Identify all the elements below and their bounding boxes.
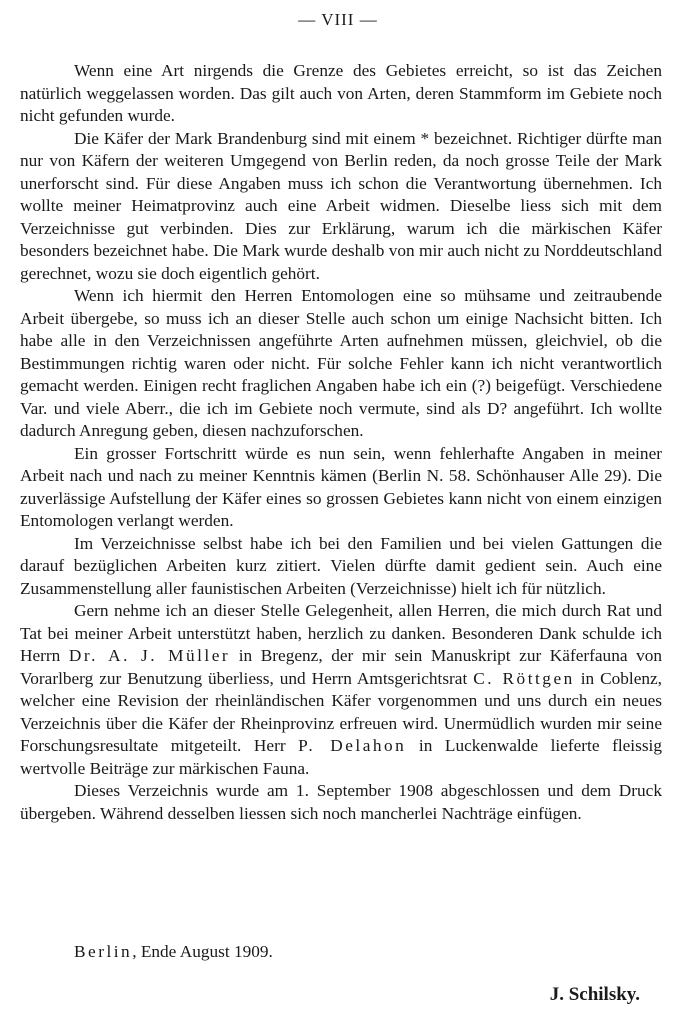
person-name-delahon: P. Delahon <box>298 736 407 755</box>
paragraph-7: Dieses Verzeichnis wurde am 1. September 1908 abgeschlossen und dem Druck übergeben. Während desselben liessen sich noch mancherlei Nachträge einfügen. <box>20 781 662 823</box>
page-number: — VIII — <box>298 10 378 29</box>
place-name: Berlin <box>74 942 133 961</box>
paragraph-6-text-c: in Coblenz, welcher eine Revision der rheinländischen Käfer vorgenommen und uns durch ein neues Verzeichnis über die Käfer der Rheinprovinz erfreuen wird. Unermüdlich wurden mir seine Forschungsresultate mitgeteilt. Herr <box>20 668 662 755</box>
paragraph-6 <box>20 600 662 780</box>
paragraph-6-text-a: Gern nehme ich an dieser Stelle Gelegenheit, allen Herren, die mich durch Rat und Tat bei meiner Arbeit unterstützt haben, herzlich zu danken. Besonderen Dank schulde ich Herrn <box>20 601 662 665</box>
paragraph-6-text-b: in Bregenz, der mir sein Manuskript zur Käferfauna von Vorarlberg zur Benutzung überliess, und Herrn Amtsgerichtsrat <box>20 646 663 688</box>
paragraph-1: Wenn eine Art nirgends die Grenze des Gebietes erreicht, so ist das Zeichen natürlich weggelassen worden. Das gilt auch von Arten, deren Stammform im Gebiete noch nicht gefunden wurde. <box>20 61 662 125</box>
person-name-roettgen: C. Röttgen <box>473 668 575 688</box>
paragraph-4: Ein grosser Fortschritt würde es nun sein, wenn fehlerhafte Angaben in meiner Arbeit nach und nach zu meiner Kenntnis kämen (Berlin N. 58. Schönhauser Alle 29). Die zuverlässige Aufstellung der Käfer eines so grossen Gebietes kann nicht von einem einzigen Entomologen verlangt werden. <box>20 443 662 530</box>
place-date-line <box>74 942 654 962</box>
person-name-mueller: Dr. A. J. Müller <box>68 646 231 665</box>
paragraph-2: Die Käfer der Mark Brandenburg sind mit einem * bezeichnet. Richtiger dürfte man nur von Käfern der weiteren Umgegend von Berlin reden, da noch grosse Teile der Mark unerforscht sind. Für diese Angaben muss ich schon die Verantwortung übernehmen. Ich wollte meiner Heimatprovinz auch eine Arbeit widmen. Dieselbe liess sich mit dem Verzeichnisse gut verbinden. Dies zur Erklärung, warum ich die märkischen Käfer besonders bezeichnet habe. Die Mark wurde deshalb von mir auch nicht zu Norddeutschland gerechnet, wozu sie doch eigentlich gehört. <box>20 128 662 283</box>
body-text <box>20 60 662 825</box>
paragraph-5: Im Verzeichnisse selbst habe ich bei den Familien und bei vielen Gattungen die darauf bezüglichen Arbeiten kurz zitiert. Vielen dürfte damit gedient sein. Auch eine Zusammenstellung aller faunistischen Arbeiten (Verzeichnisse) hielt ich für nützlich. <box>20 533 662 598</box>
author-signature: J. Schilsky. <box>549 984 640 1005</box>
paragraph-6-text-d: in Luckenwalde lieferte fleissig wertvolle Beiträge zur märkischen Fauna. <box>20 736 662 778</box>
paragraph-3: Wenn ich hiermit den Herren Entomologen eine so mühsame und zeitraubende Arbeit übergebe, so muss ich an dieser Stelle auch schon um einige Nachsicht bitten. Ich habe alle in den Verzeichnissen angeführte Arten aufnehmen müssen, gleichviel, ob die Bestimmungen richtig waren oder nicht. Für solche Fehler kann ich nicht verantwortlich gemacht werden. Einigen recht fraglichen Angaben habe ich ein (?) beigefügt. Verschiedene Var. und viele Aberr., die ich im Gebiete noch vermute, sind als D? angeführt. Ich wollte dadurch Anregung geben, diesen nachzuforschen. <box>20 286 662 440</box>
closing-date: , Ende August 1909. <box>132 942 273 961</box>
